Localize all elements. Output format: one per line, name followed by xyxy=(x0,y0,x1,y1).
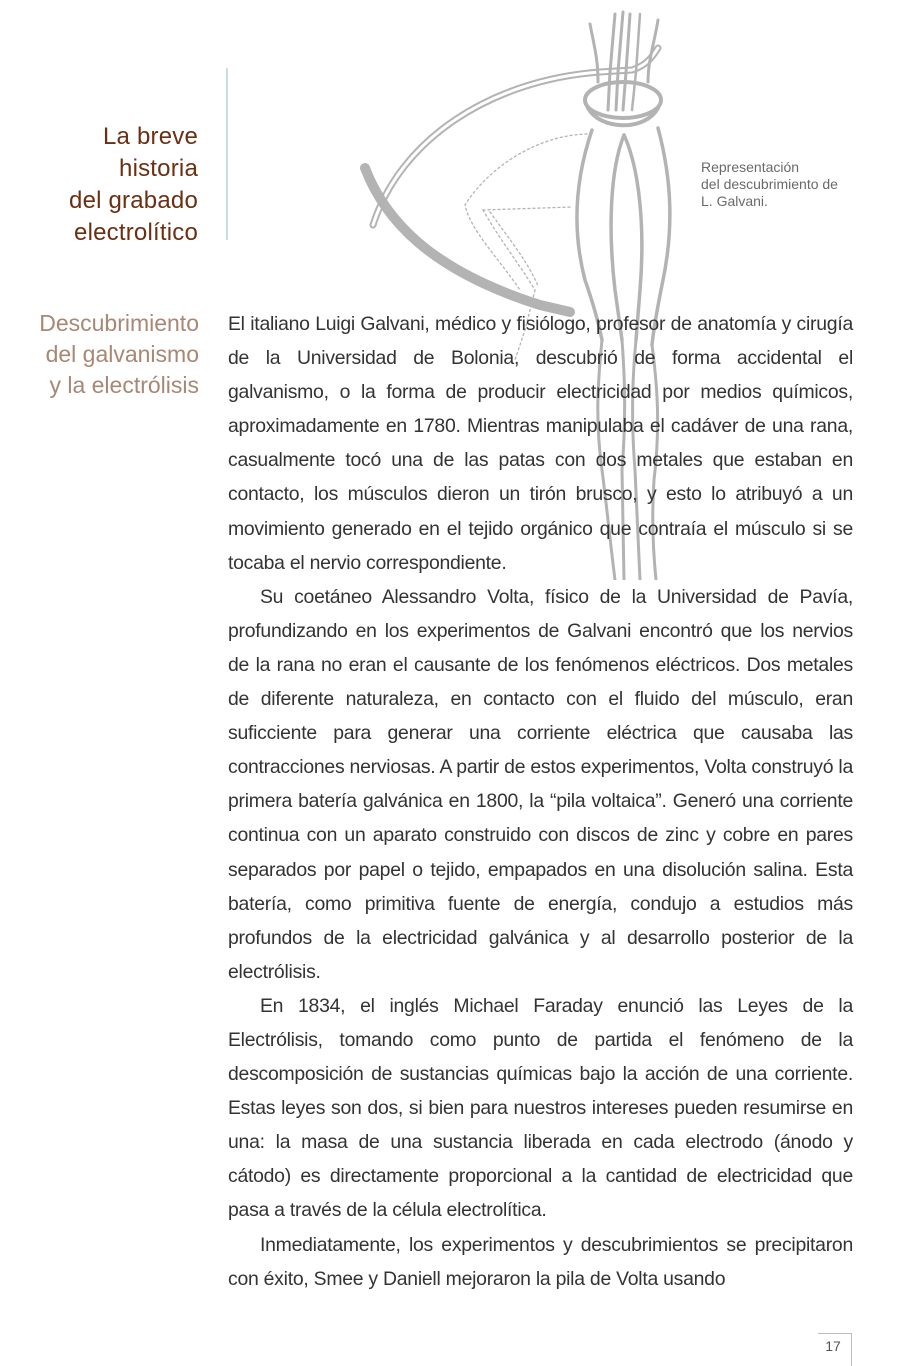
section-title-line: y la electrólisis xyxy=(49,372,199,398)
figure-caption xyxy=(701,159,881,210)
chapter-title-line: historia xyxy=(119,155,198,182)
section-title xyxy=(0,308,199,401)
paragraph: Inmediatamente, los experimentos y descubrimientos se precipitaron con éxito, Smee y Daniell mejoraron la pila de Volta usando xyxy=(228,1233,853,1290)
paragraph: En 1834, el inglés Michael Faraday enunció las Leyes de la Electrólisis, tomando como punto de partida el fenómeno de la descomposición de sustancias químicas bajo la acción de una corriente. Estas leyes son dos, si bien para nuestros intereses pueden resumirse en una: la masa de una sustancia liberada en cada electrodo (ánodo y cátodo) es directamente proporcional a la cantidad de electricidad que pasa a través de la célula electrolítica. xyxy=(228,994,853,1222)
chapter-title xyxy=(0,121,198,249)
title-divider xyxy=(226,68,228,240)
caption-line: Representación xyxy=(701,159,800,175)
section-title-line: del galvanismo xyxy=(45,341,199,367)
caption-line: del descubrimiento de xyxy=(701,176,838,192)
caption-line: L. Galvani. xyxy=(701,193,768,209)
paragraph: El italiano Luigi Galvani, médico y fisiólogo, profesor de anatomía y cirugía de la Universidad de Bolonia, descubrió de forma accidental el galvanismo, o la forma de producir electricidad por medios químicos, aproximadamente en 1780. Mientras manipulaba el cadáver de una rana, casualmente tocó una de las patas con dos metales que estaban en contacto, los músculos dieron un tirón brusco, y esto lo atribuyó a un movimiento generado en el tejido orgánico que contraía el músculo si se tocaba el nervio correspondiente. xyxy=(228,313,853,574)
section-title-line: Descubrimiento xyxy=(39,310,199,336)
chapter-title-line: La breve xyxy=(103,123,198,150)
chapter-title-line: del grabado xyxy=(69,187,198,214)
body-text xyxy=(228,307,853,1296)
page-number: 17 xyxy=(825,1338,841,1354)
paragraph: Su coetáneo Alessandro Volta, físico de la Universidad de Pavía, profundizando en los experimentos de Galvani encontró que los nervios de la rana no eran el causante de los fenómenos eléctricos. Dos metales de diferente naturaleza, en contacto con el fluido del músculo, eran suficciente para generar una corriente eléctrica que causaba las contracciones nerviosas. A partir de estos experimentos, Volta construyó la primera batería galvánica en 1800, la “pila voltaica”. Generó una corriente continua con un aparato construido con discos de zinc y cobre en pares separados por papel o tejido, empapados en una disolución salina. Esta batería, como primitiva fuente de energía, condujo a estudios más profundos de la electricidad galvánica y al desarrollo posterior de la electrólisis. xyxy=(228,585,853,983)
chapter-title-line: electrolítico xyxy=(74,219,198,246)
